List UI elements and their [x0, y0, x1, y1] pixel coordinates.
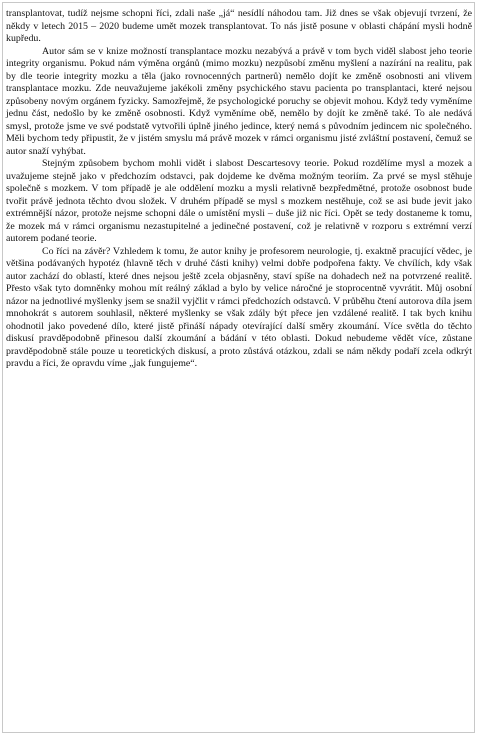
- paragraph-2: Autor sám se v knize možností transplantace mozku nezabývá a právě v tom bych viděl slabost jeho teorie integrity organismu. Pokud nám výměna orgánů (mimo mozku) nezpůsobí změnu myšlení a nazírání na realitu, pak by dle teorie integrity mozku a těla (jako rovnocenných partnerů) nemělo dojít ke změně osobnosti ani vlivem transplantace mozku. Zde neuvažujeme jakékoli změny psychického stavu pacienta po transplantaci, které nejsou způsobeny novým orgánem fyzicky. Samozřejmě, že psychologické poruchy se objevit mohou. Když tedy vyměníme jednu část, nedošlo by ke změně osobnosti. Když vyměníme obě, nemělo by dojít ke změně také. To ale nedává smysl, protože jsme ve své podstatě vytvořili úplně jiného jedince, který nemá s původním jedincem nic společného. Měli bychom tedy připustit, že v jistém smyslu má právě mozek v rámci organismu jisté zvláštní postavení, čemuž se autor snaží vyhýbat.: [6, 45, 472, 157]
- paragraph-4: Co říci na závěr? Vzhledem k tomu, že autor knihy je profesorem neurologie, tj. exaktně pracující vědec, je většina podávaných hypotéz (hlavně těch v druhé části knihy) velmi dobře podpořena fakty. Ve chvílích, kdy však autor zachází do oblastí, které dnes nejsou ještě zcela objasněny, staví spíše na dohadech než na potvrzené realitě. Přesto však tyto domněnky mohou mít reálný základ a bylo by velice náročné je stoprocentně vyvrátit. Můj osobní názor na jednotlivé myšlenky jsem se snažil vyjčlit v rámci předchozích odstavců. V průběhu čtení autorova díla jsem mnohokrát s autorem souhlasil, některé myšlenky se však zdály být přece jen vzdálené realitě. I tak bych knihu ohodnotil jako povedené dílo, které jistě přináší nápady otevírající další směry zkoumání. Více světla do těchto diskusí pravděpodobně přinesou další zkoumání a bádání v této oblasti. Dokud nebudeme vědět více, zůstane pravděpodobně stále pouze u teoretických diskusí, a proto zůstává otázkou, zdali se nám někdy podaří zcela odkrýt pravdu a říci, že opravdu víme „jak fungujeme“.: [6, 245, 472, 369]
- paragraph-3: Stejným způsobem bychom mohli vidět i slabost Descartesovy teorie. Pokud rozdělíme mysl a mozek a uvažujeme stejně jako v předchozím odstavci, pak dojdeme ke dvěma možným teoriím. Za prvé se mysl stěhuje společně s mozkem. V tom případě je ale oddělení mozku a mysli relativně bezpředmětné, protože osobnost bude tvořit právě jednota těchto dvou složek. V druhém případě se mysl s mozkem nestěhuje, což se asi bude jevit jako extrémnější názor, protože nejsme schopni dále o umístění mysli – duše již nic říci. Opět se tedy dostaneme k tomu, že mozek má v rámci organismu nezastupitelné a jedinečné postavení, což je relativně v rozporu s extrémní verzí autorem podané teorie.: [6, 158, 472, 244]
- document-body: [6, 8, 472, 371]
- paragraph-1: transplantovat, tudíž nejsme schopni říci, zdali naše „já“ nesídlí náhodou tam. Již dnes se však objevují tvrzení, že někdy v letech 2015 – 2020 budeme umět mozek transplantovat. To nás jistě posune v oblasti chápání mysli hodně kupředu.: [6, 8, 472, 44]
- document-page: [2, 2, 475, 733]
